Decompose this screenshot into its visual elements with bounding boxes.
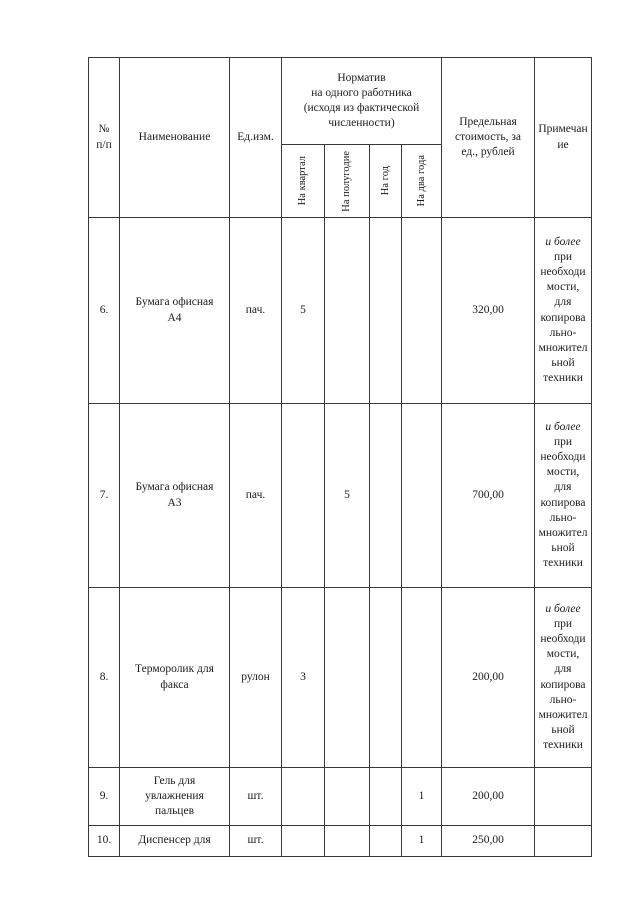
row-note-line-7: множител — [538, 341, 588, 354]
header-norm-group-line2: на одного работника — [311, 86, 412, 99]
row-name-line1: Гель для — [153, 774, 196, 787]
table-row — [89, 768, 592, 826]
row-unit: пач. — [230, 404, 282, 588]
row-note-line-5: копирова — [540, 678, 586, 691]
requirements-table — [88, 57, 592, 857]
table-body — [89, 218, 592, 857]
row-note-line-4: для — [554, 481, 572, 494]
row-name-line2: А4 — [167, 311, 182, 324]
row-unit: шт. — [230, 768, 282, 826]
row-note — [535, 218, 592, 404]
header-norm-group-line3: (исходя из фактической — [303, 102, 420, 114]
row-name-line2: А3 — [167, 496, 182, 509]
row-name — [120, 826, 230, 857]
header-per-half-year — [325, 145, 370, 218]
row-name-line1: Диспенсер для — [138, 834, 211, 847]
header-per-quarter — [282, 145, 325, 218]
row-note-line-1: при — [553, 435, 573, 448]
row-name — [120, 768, 230, 826]
header-per-year — [370, 145, 402, 218]
row-number: 6. — [89, 218, 120, 404]
header-max-cost-line1: Предельная — [459, 115, 517, 128]
row-note-line-3: мости, — [546, 466, 580, 479]
row-note — [535, 404, 592, 588]
header-name: Наименование — [120, 58, 230, 218]
header-per-two-years — [402, 145, 442, 218]
table-row — [89, 826, 592, 857]
row-unit: шт. — [230, 826, 282, 857]
header-number-line1: № — [98, 123, 110, 136]
header-unit: Ед.изм. — [230, 58, 282, 218]
row-name — [120, 588, 230, 768]
row-per-year — [370, 768, 402, 826]
row-number: 7. — [89, 404, 120, 588]
row-note-line-4: для — [554, 296, 572, 309]
header-note-line1: Примечан — [538, 123, 588, 136]
header-per-year-label: На год — [379, 166, 391, 196]
row-note-line-0: и более — [545, 602, 581, 615]
row-note-line-9: техники — [543, 557, 583, 570]
row-note-line-2: необходи — [540, 450, 586, 463]
row-per-year — [370, 588, 402, 768]
header-per-quarter-label: На квартал — [297, 156, 309, 206]
header-norm-group-line4: численности) — [328, 117, 395, 130]
row-unit: рулон — [230, 588, 282, 768]
row-per-two-years — [402, 588, 442, 768]
row-note-line-3: мости, — [546, 281, 580, 294]
header-max-cost-line3: ед., рублей — [461, 146, 515, 159]
row-note-line-8: ьной — [551, 357, 575, 370]
row-number: 10. — [89, 826, 120, 857]
row-max-cost: 200,00 — [442, 588, 535, 768]
row-per-quarter: 5 — [282, 218, 325, 404]
header-per-half-year-label: На полугодие — [341, 150, 353, 212]
row-note-line-6: льно- — [549, 693, 577, 706]
row-note-line-5: копирова — [540, 496, 586, 509]
row-note — [535, 826, 592, 857]
row-per-two-years: 1 — [402, 826, 442, 857]
row-name-line2: факса — [160, 678, 189, 691]
row-per-year — [370, 404, 402, 588]
row-per-quarter — [282, 826, 325, 857]
header-norm-group — [282, 58, 442, 145]
row-note-line-6: льно- — [549, 326, 577, 339]
header-max-cost-line2: стоимость, за — [455, 130, 521, 143]
row-per-quarter — [282, 768, 325, 826]
table-row — [89, 218, 592, 404]
row-note-line-4: для — [554, 663, 572, 676]
header-per-two-years-label: На два года — [415, 155, 427, 207]
row-per-two-years — [402, 404, 442, 588]
header-max-cost — [442, 58, 535, 218]
row-name — [120, 404, 230, 588]
row-note-line-5: копирова — [540, 311, 586, 324]
row-per-half-year — [325, 588, 370, 768]
table-row — [89, 588, 592, 768]
table-row — [89, 404, 592, 588]
row-name-line3: пальцев — [154, 805, 195, 818]
row-max-cost: 250,00 — [442, 826, 535, 857]
row-note-line-9: техники — [543, 739, 583, 752]
row-per-half-year — [325, 826, 370, 857]
row-note — [535, 588, 592, 768]
row-note-line-6: льно- — [549, 511, 577, 524]
row-name — [120, 218, 230, 404]
row-unit: пач. — [230, 218, 282, 404]
row-note-line-9: техники — [543, 372, 583, 385]
row-per-two-years: 1 — [402, 768, 442, 826]
row-name-line1: Бумага офисная — [135, 296, 214, 309]
row-note-line-0: и более — [545, 235, 581, 248]
row-note-line-1: при — [553, 250, 573, 263]
row-name-line1: Терморолик для — [135, 663, 214, 676]
row-note — [535, 768, 592, 826]
row-per-year — [370, 826, 402, 857]
header-norm-group-line1: Норматив — [337, 71, 386, 84]
header-number — [89, 58, 120, 218]
row-note-line-8: ьной — [551, 724, 575, 737]
row-per-half-year: 5 — [325, 404, 370, 588]
row-max-cost: 700,00 — [442, 404, 535, 588]
row-per-two-years — [402, 218, 442, 404]
row-note-line-2: необходи — [540, 265, 586, 278]
row-per-half-year — [325, 768, 370, 826]
header-note — [535, 58, 592, 218]
row-max-cost: 200,00 — [442, 768, 535, 826]
row-per-half-year — [325, 218, 370, 404]
row-note-line-3: мости, — [546, 648, 580, 661]
row-per-year — [370, 218, 402, 404]
row-per-quarter — [282, 404, 325, 588]
row-max-cost: 320,00 — [442, 218, 535, 404]
row-per-quarter: 3 — [282, 588, 325, 768]
table-header-row-top — [89, 58, 592, 145]
row-note-line-1: при — [553, 617, 573, 630]
row-number: 8. — [89, 588, 120, 768]
row-note-line-2: необходи — [540, 632, 586, 645]
header-note-line2: ие — [557, 138, 569, 151]
row-note-line-7: множител — [538, 526, 588, 539]
row-name-line2: увлажнения — [145, 789, 204, 802]
row-number: 9. — [89, 768, 120, 826]
row-note-line-0: и более — [545, 420, 581, 433]
row-note-line-7: множител — [538, 708, 588, 721]
header-number-line2: п/п — [96, 138, 112, 151]
row-name-line1: Бумага офисная — [135, 481, 214, 494]
row-note-line-8: ьной — [551, 542, 575, 555]
